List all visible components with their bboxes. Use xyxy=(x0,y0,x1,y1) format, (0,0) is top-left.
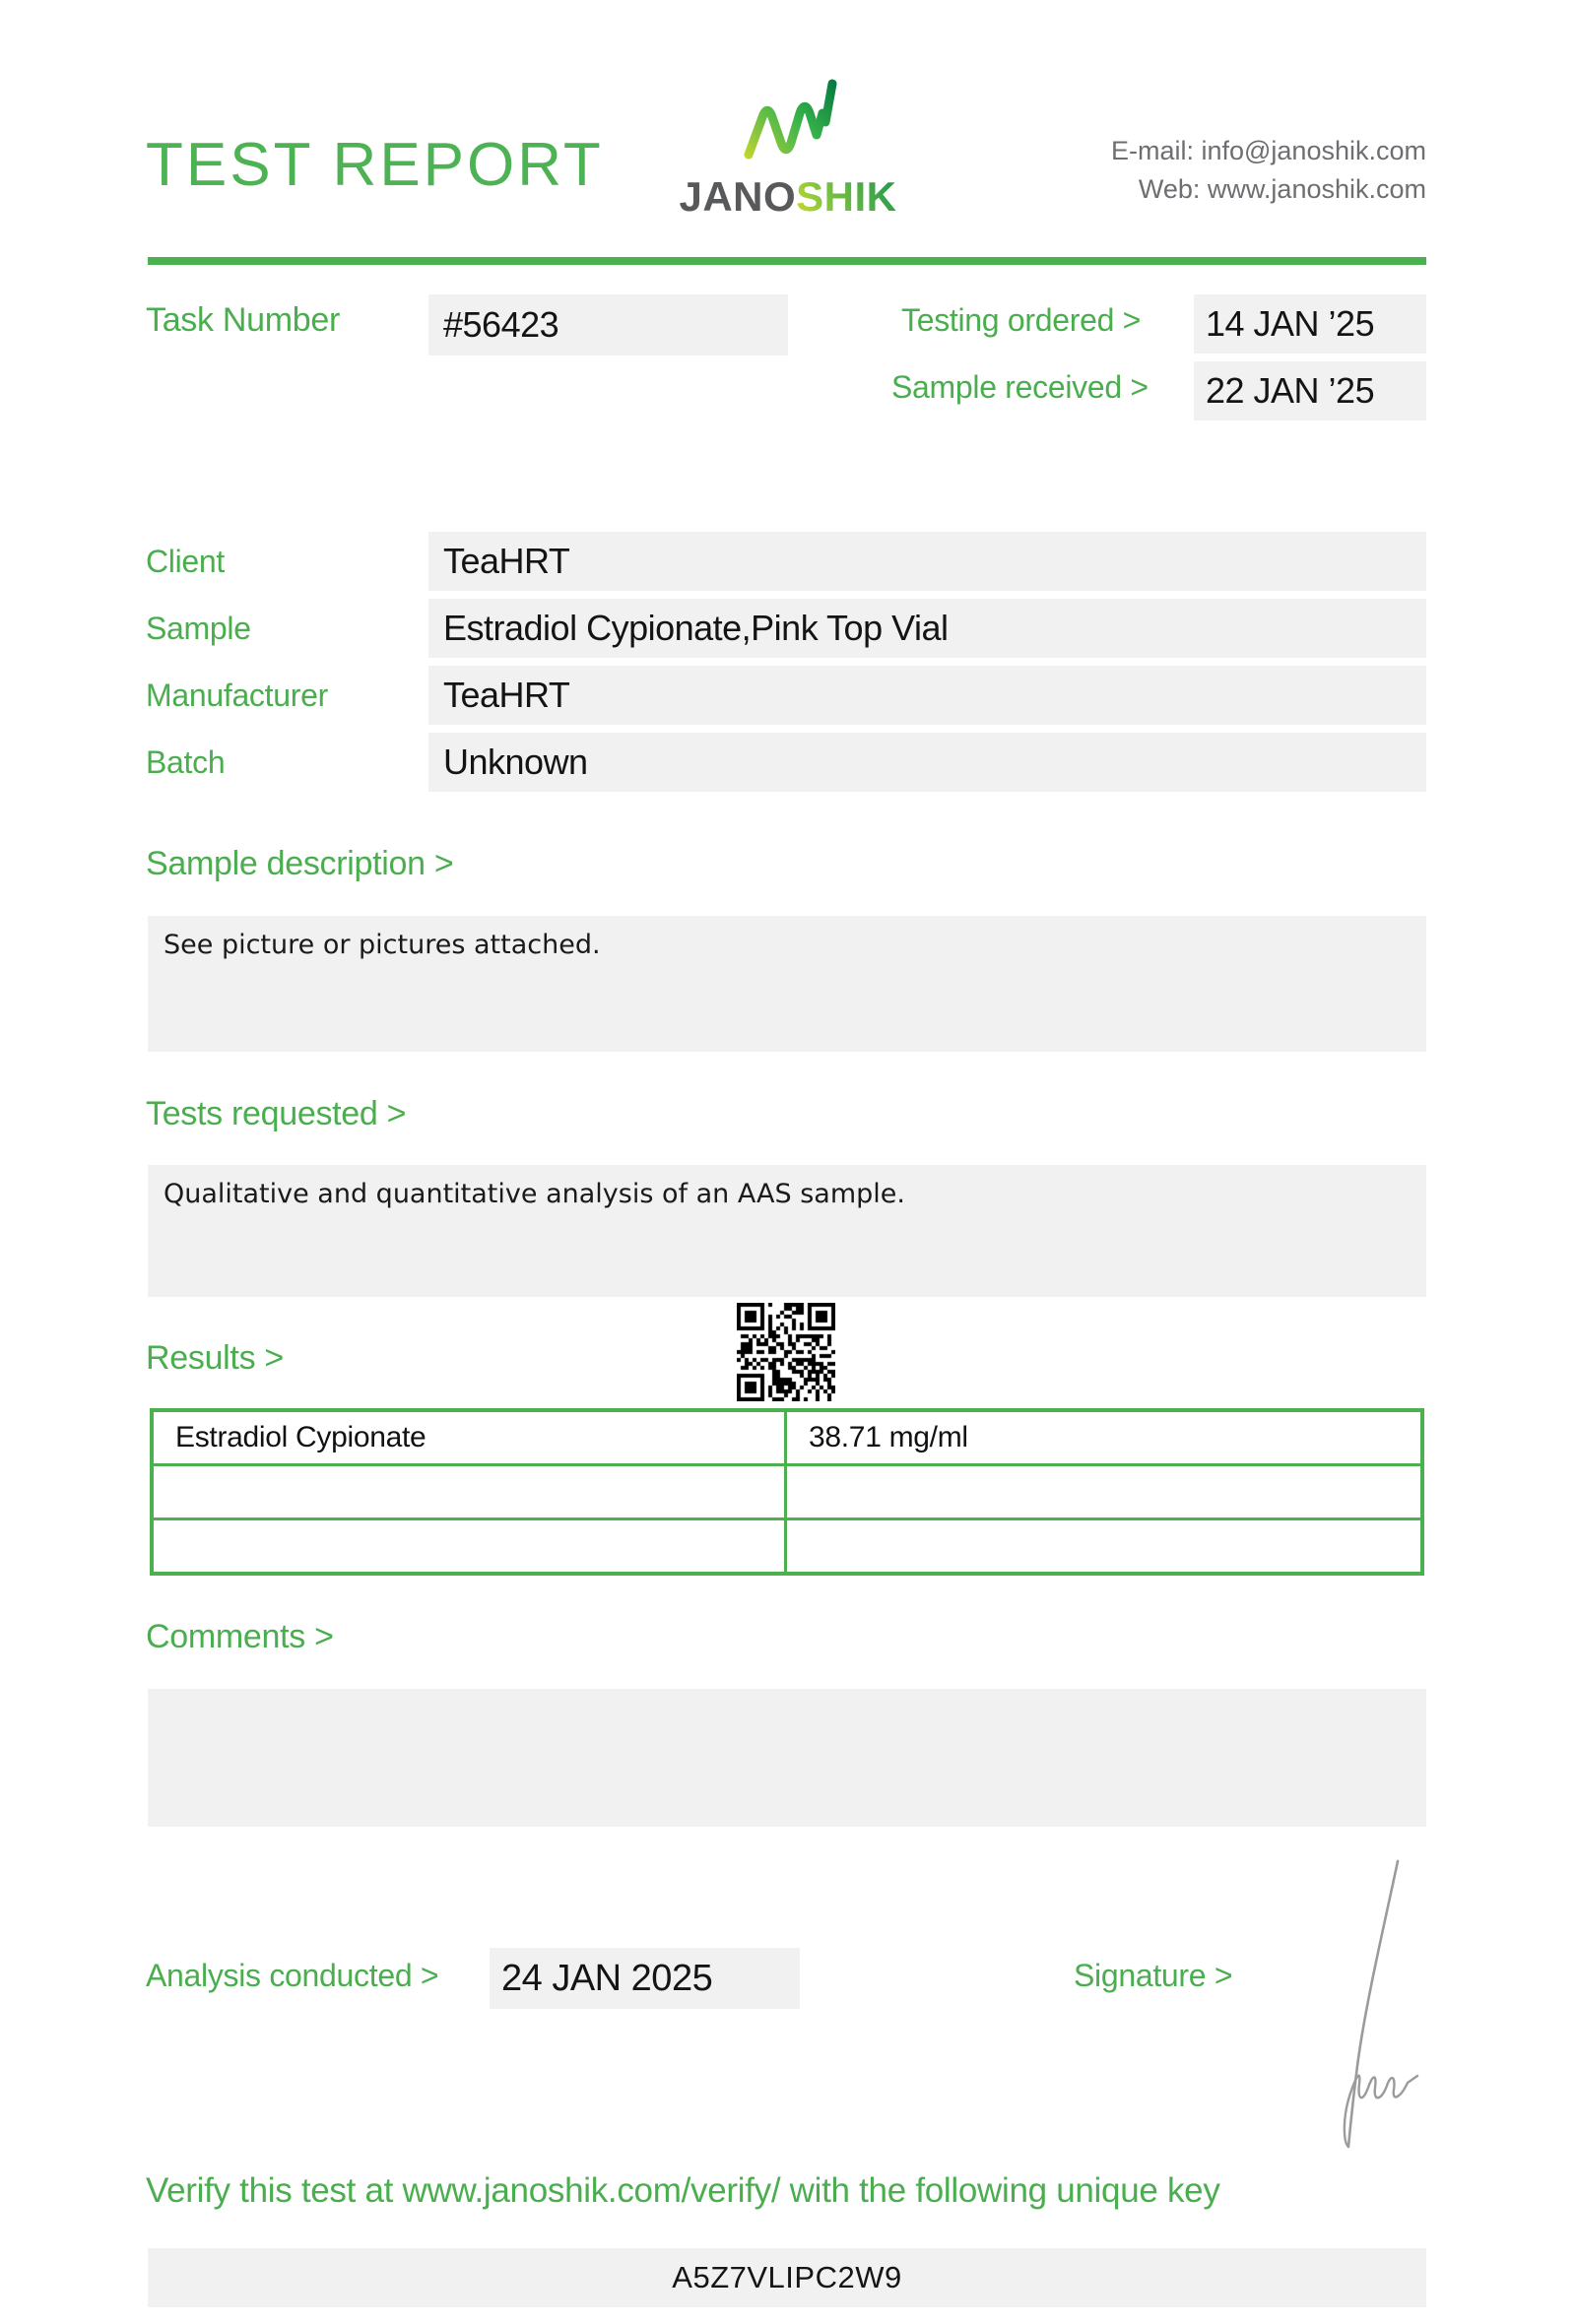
client-box xyxy=(428,532,1426,591)
testing-ordered-label: Testing ordered > xyxy=(901,302,1142,338)
results-heading: Results > xyxy=(146,1339,284,1377)
testing-ordered-date: 14 JAN ’25 xyxy=(1206,303,1375,344)
tests-requested-heading: Tests requested > xyxy=(146,1095,407,1132)
results-table-cell-analyte-1: Estradiol Cypionate xyxy=(154,1412,787,1466)
growth-chart-icon xyxy=(739,75,837,165)
manufacturer-value: TeaHRT xyxy=(443,675,570,715)
batch-box xyxy=(428,733,1426,792)
comments-heading: Comments > xyxy=(146,1618,334,1655)
tests-requested-box xyxy=(148,1165,1426,1297)
results-table-cell-result-1: 38.71 mg/ml xyxy=(787,1412,1420,1466)
testing-ordered-box xyxy=(1194,294,1426,354)
results-table-cell-analyte-3 xyxy=(154,1520,787,1572)
sample-description-text: See picture or pictures attached. xyxy=(164,930,601,960)
manufacturer-label: Manufacturer xyxy=(146,678,328,713)
unique-key-box xyxy=(148,2248,1426,2307)
tests-requested-text: Qualitative and quantitative analysis of an AAS sample. xyxy=(164,1179,905,1209)
sample-label: Sample xyxy=(146,611,251,646)
contact-block xyxy=(1111,132,1426,209)
sample-received-date: 22 JAN ’25 xyxy=(1206,370,1375,411)
logo-wordmark xyxy=(670,173,906,220)
client-label: Client xyxy=(146,544,226,579)
logo xyxy=(670,75,906,218)
analysis-conducted-label: Analysis conducted > xyxy=(146,1958,439,1993)
sample-description-heading: Sample description > xyxy=(146,845,454,882)
sample-description-box xyxy=(148,916,1426,1052)
client-value: TeaHRT xyxy=(443,541,570,581)
manufacturer-box xyxy=(428,666,1426,725)
results-table-cell-result-3 xyxy=(787,1520,1420,1572)
task-number-box xyxy=(428,294,788,355)
task-number-value: #56423 xyxy=(443,304,559,345)
qr-code xyxy=(737,1303,835,1401)
header-divider xyxy=(148,257,1426,265)
logo-text-shik: SHIK xyxy=(796,173,897,220)
sample-value: Estradiol Cypionate,Pink Top Vial xyxy=(443,608,949,648)
sample-received-label: Sample received > xyxy=(891,369,1149,405)
results-table xyxy=(150,1408,1424,1576)
batch-label: Batch xyxy=(146,744,226,780)
task-number-label: Task Number xyxy=(146,301,340,339)
comments-box xyxy=(148,1689,1426,1827)
logo-text-jano: JANO xyxy=(679,173,797,220)
verify-text: Verify this test at www.janoshik.com/verify/ with the following unique key xyxy=(146,2171,1220,2210)
analysis-date: 24 JAN 2025 xyxy=(501,1957,713,1999)
sample-box xyxy=(428,599,1426,658)
contact-web: Web: www.janoshik.com xyxy=(1138,174,1426,204)
page-title: TEST REPORT xyxy=(146,131,604,199)
results-table-cell-result-2 xyxy=(787,1466,1420,1520)
signature xyxy=(1302,1857,1455,2153)
sample-received-box xyxy=(1194,361,1426,420)
signature-label: Signature > xyxy=(1074,1958,1233,1993)
batch-value: Unknown xyxy=(443,742,588,782)
analysis-date-box xyxy=(490,1948,800,2009)
results-table-cell-analyte-2 xyxy=(154,1466,787,1520)
contact-email: E-mail: info@janoshik.com xyxy=(1110,136,1426,165)
unique-key: A5Z7VLIPC2W9 xyxy=(672,2260,902,2294)
